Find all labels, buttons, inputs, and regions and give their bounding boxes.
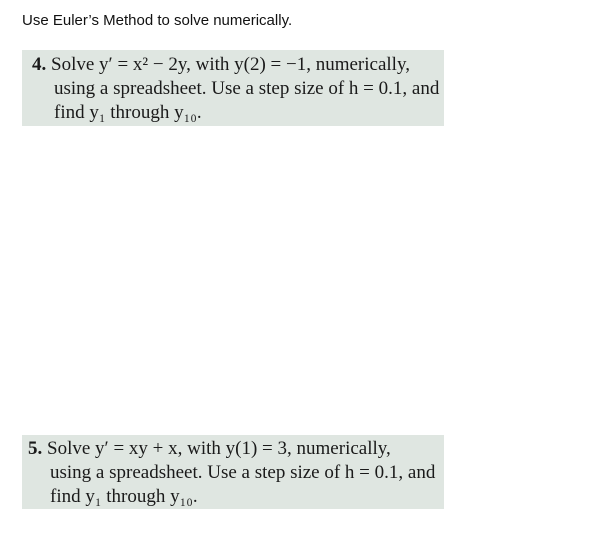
problem-4-box — [22, 50, 444, 126]
problem-4-line-3: find y₁ through y₁₀. — [54, 102, 202, 123]
instruction-text: Use Euler’s Method to solve numerically. — [22, 12, 293, 29]
problem-5-solve-word: Solve — [47, 438, 91, 459]
problem-5-box — [22, 435, 444, 509]
problem-5-equation: y′ = xy + x — [95, 438, 178, 459]
problem-4-line-1 — [32, 53, 444, 77]
problem-4-condition: , with y(2) = −1, numerically, — [186, 54, 410, 75]
problem-5-condition: , with y(1) = 3, numerically, — [177, 438, 391, 459]
problem-5-line-3: find y₁ through y₁₀. — [50, 486, 198, 507]
problem-4-equation: y′ = x² − 2y — [99, 54, 187, 75]
problem-5-number: 5. — [28, 438, 43, 459]
problem-4-line-2: using a spreadsheet. Use a step size of h = 0.1, and — [54, 78, 440, 99]
problem-4-solve-word: Solve — [51, 54, 95, 75]
problem-4-number: 4. — [32, 54, 47, 75]
problem-5-line-1 — [28, 437, 444, 461]
problem-5-line-2: using a spreadsheet. Use a step size of h = 0.1, and — [50, 462, 436, 483]
